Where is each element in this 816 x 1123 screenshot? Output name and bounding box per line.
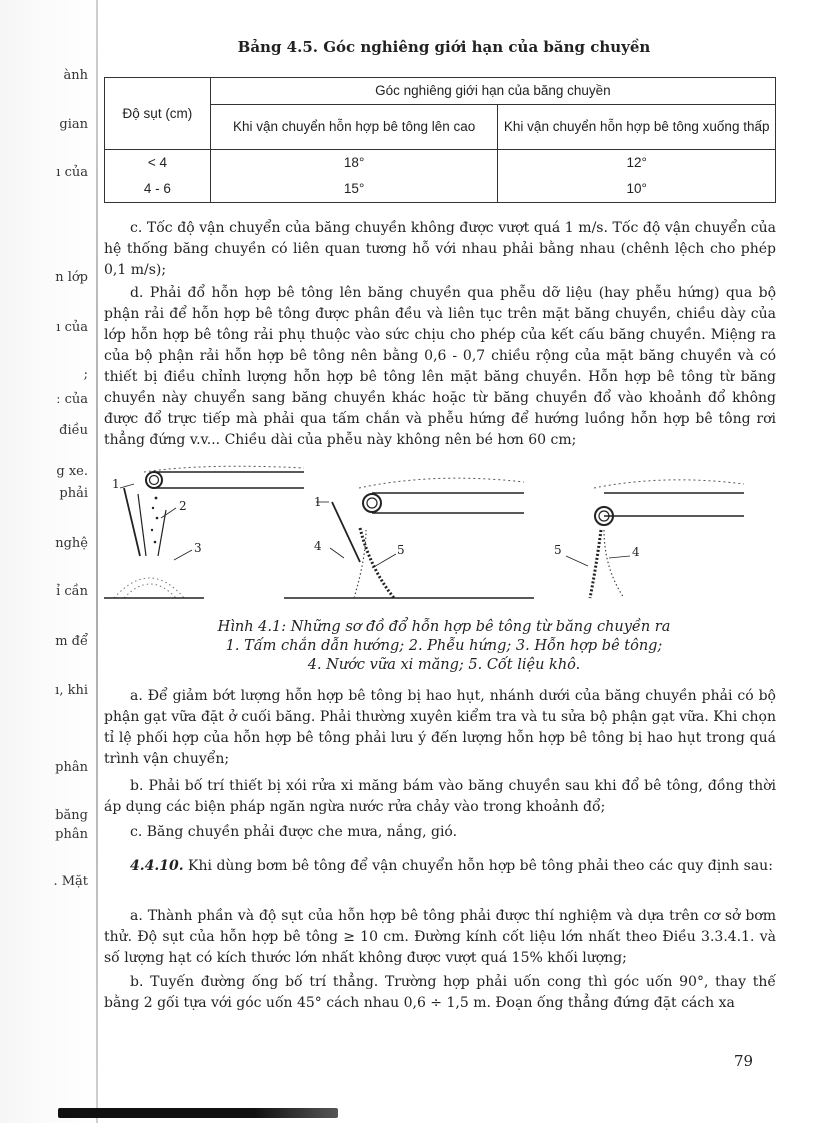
- header-downward: Khi vận chuyển hỗn hợp bê tông xuống thấp: [498, 105, 776, 150]
- margin-fragment: ı, khi: [55, 683, 88, 698]
- paragraph-text: b. Phải bố trí thiết bị xói rửa xi măng bám vào băng chuyền sau khi đổ bê tông, đồng thời áp dụng các biện pháp ngăn ngừa nước rửa chảy vào trong khoảnh đổ;: [104, 778, 776, 815]
- figure-caption-legend-1: 1. Tấm chắn dẫn hướng; 2. Phễu hứng; 3. Hỗn hợp bê tông;: [225, 638, 663, 654]
- label-2: 2: [179, 499, 187, 513]
- margin-fragment: phân: [55, 827, 88, 842]
- label-1: 1: [112, 477, 120, 491]
- paragraph-text: c. Băng chuyền phải được che mưa, nắng, gió.: [130, 824, 458, 840]
- margin-fragment: ành: [63, 68, 88, 83]
- book-page: [104, 0, 784, 1123]
- figure-caption-title: Hình 4.1: Những sơ đồ đổ hỗn hợp bê tông từ băng chuyền ra: [217, 619, 671, 635]
- margin-fragment: ı của: [56, 320, 88, 335]
- paragraph-text: d. Phải đổ hỗn hợp bê tông lên băng chuyền qua phễu dỡ liệu (hay phễu hứng) qua bộ phận rải để hỗn hợp bê tông được phân đều và liên tục trên mặt băng chuyền, chiều dày của lớp hỗn hợp bê tông rải phụ thuộc vào sức chịu cho phép của kết cấu băng chuyền. Miệng ra của bộ phận rải hỗn hợp bê tông nên bằng 0,6 - 0,7 chiều rộng của mặt băng chuyền và có thiết bị điều chỉnh lượng hỗn hợp bê tông lên mặt băng chuyền. Hỗn hợp bê tông từ băng chuyền này chuyển sang băng chuyền khác hoặc từ băng chuyền đổ vào khoảnh đổ không được đổ trực tiếp mà phải qua tấm chắn và phễu hứng để hướng luồng hỗn hợp bê tông rơi thẳng đứng v.v... Chiều dài của phễu này không nên bé hơn 60 cm;: [104, 285, 776, 448]
- section-number: 4.4.10.: [130, 858, 184, 874]
- paragraph-text: a. Để giảm bớt lượng hỗn hợp bê tông bị hao hụt, nhánh dưới của băng chuyền phải có bộ phận gạt vữa đặt ở cuối băng. Phải thường xuyên kiểm tra và tu sửa bộ phận gạt vữa. Khi chọn tỉ lệ phối hợp của hỗn hợp bê tông phải lưu ý đến lượng hỗn hợp bê tông bị hao hụt trong quá trình vận chuyển;: [104, 688, 776, 767]
- label-4: 4: [632, 545, 640, 559]
- label-4: 4: [314, 539, 322, 553]
- paragraph-b-pipeline: [104, 972, 776, 1014]
- margin-fragment: nghệ: [55, 536, 88, 551]
- margin-fragment: ː của: [56, 392, 88, 407]
- margin-fragment: ỉ cần: [56, 584, 88, 599]
- paragraph-text: c. Tốc độ vận chuyển của băng chuyền không được vượt quá 1 m/s. Tốc độ vận chuyển của hệ thống băng chuyền có liên quan tương hỗ với nhau phải bằng nhau (chênh lệch cho phép 0,1 m/s);: [104, 220, 776, 278]
- diagram-3: [554, 480, 744, 598]
- table-cell-up: 18°: [210, 150, 498, 177]
- paragraph-d-hopper: [104, 283, 776, 451]
- table-cell-slump: < 4: [105, 150, 211, 177]
- margin-fragment: ı của: [56, 165, 88, 180]
- table-cell-down: 10°: [498, 176, 776, 203]
- paragraph-a-pump: [104, 906, 776, 969]
- margin-fragment: phải: [59, 486, 88, 501]
- paragraph-c-speed: [104, 218, 776, 281]
- margin-fragment: điều: [59, 423, 88, 438]
- paragraph-text: a. Thành phần và độ sụt của hỗn hợp bê tông phải được thí nghiệm và dựa trên cơ sở bơm thử. Độ sụt của hỗn hợp bê tông ≥ 10 cm. Đường kính cốt liệu lớn nhất theo Điều 3.3.4.1. và số lượng hạt có kích thước lớn nhất không được vượt quá 15% khối lượng;: [104, 908, 776, 966]
- paragraph-a-scraper: [104, 686, 776, 770]
- label-5: 5: [397, 543, 405, 557]
- header-upward: Khi vận chuyển hỗn hợp bê tông lên cao: [210, 105, 498, 150]
- page-number: 79: [734, 1052, 754, 1070]
- scan-edge-shadow: [58, 1108, 338, 1118]
- label-3: 3: [194, 541, 202, 555]
- label-1: 1: [314, 495, 322, 509]
- margin-fragment: n lớp: [55, 270, 88, 285]
- diagram-1: [104, 466, 304, 598]
- table-cell-up: 15°: [210, 176, 498, 203]
- margin-fragment: ;: [83, 367, 88, 382]
- paragraph-text: b. Tuyến đường ống bố trí thẳng. Trường hợp phải uốn cong thì góc uốn 90°, thay thế bằng 2 gối tựa với góc uốn 45° cách nhau 0,6 ÷ 1,5 m. Đoạn ống thẳng đứng đặt cách xa: [104, 974, 776, 1011]
- diagram-2: [284, 478, 534, 598]
- table-cell-slump: 4 - 6: [105, 176, 211, 203]
- header-angle-group: Góc nghiêng giới hạn của băng chuyền: [210, 78, 775, 105]
- margin-fragment: phân: [55, 760, 88, 775]
- section-4-4-10: [104, 856, 776, 877]
- label-5: 5: [554, 543, 562, 557]
- table-caption: Bảng 4.5. Góc nghiêng giới hạn của băng chuyền: [237, 38, 651, 56]
- margin-fragment: m để: [55, 634, 88, 649]
- margin-fragment: gian: [59, 117, 88, 132]
- book-gutter-line: [96, 0, 98, 1123]
- margin-fragment: băng: [55, 808, 88, 823]
- conveyor-discharge-diagram: [104, 458, 776, 610]
- header-slump: Độ sụt (cm): [105, 78, 211, 150]
- section-text: Khi dùng bơm bê tông để vận chuyển hỗn hợp bê tông phải theo các quy định sau:: [183, 858, 773, 874]
- angle-limit-table: [104, 77, 776, 203]
- table-cell-down: 12°: [498, 150, 776, 177]
- margin-fragment: g xe.: [56, 464, 88, 479]
- figure-caption-legend-2: 4. Nước vữa xi măng; 5. Cốt liệu khô.: [307, 657, 581, 673]
- margin-fragment: . Mặt: [53, 874, 88, 889]
- paragraph-b-washing: [104, 776, 776, 818]
- paragraph-c-cover: [104, 822, 776, 843]
